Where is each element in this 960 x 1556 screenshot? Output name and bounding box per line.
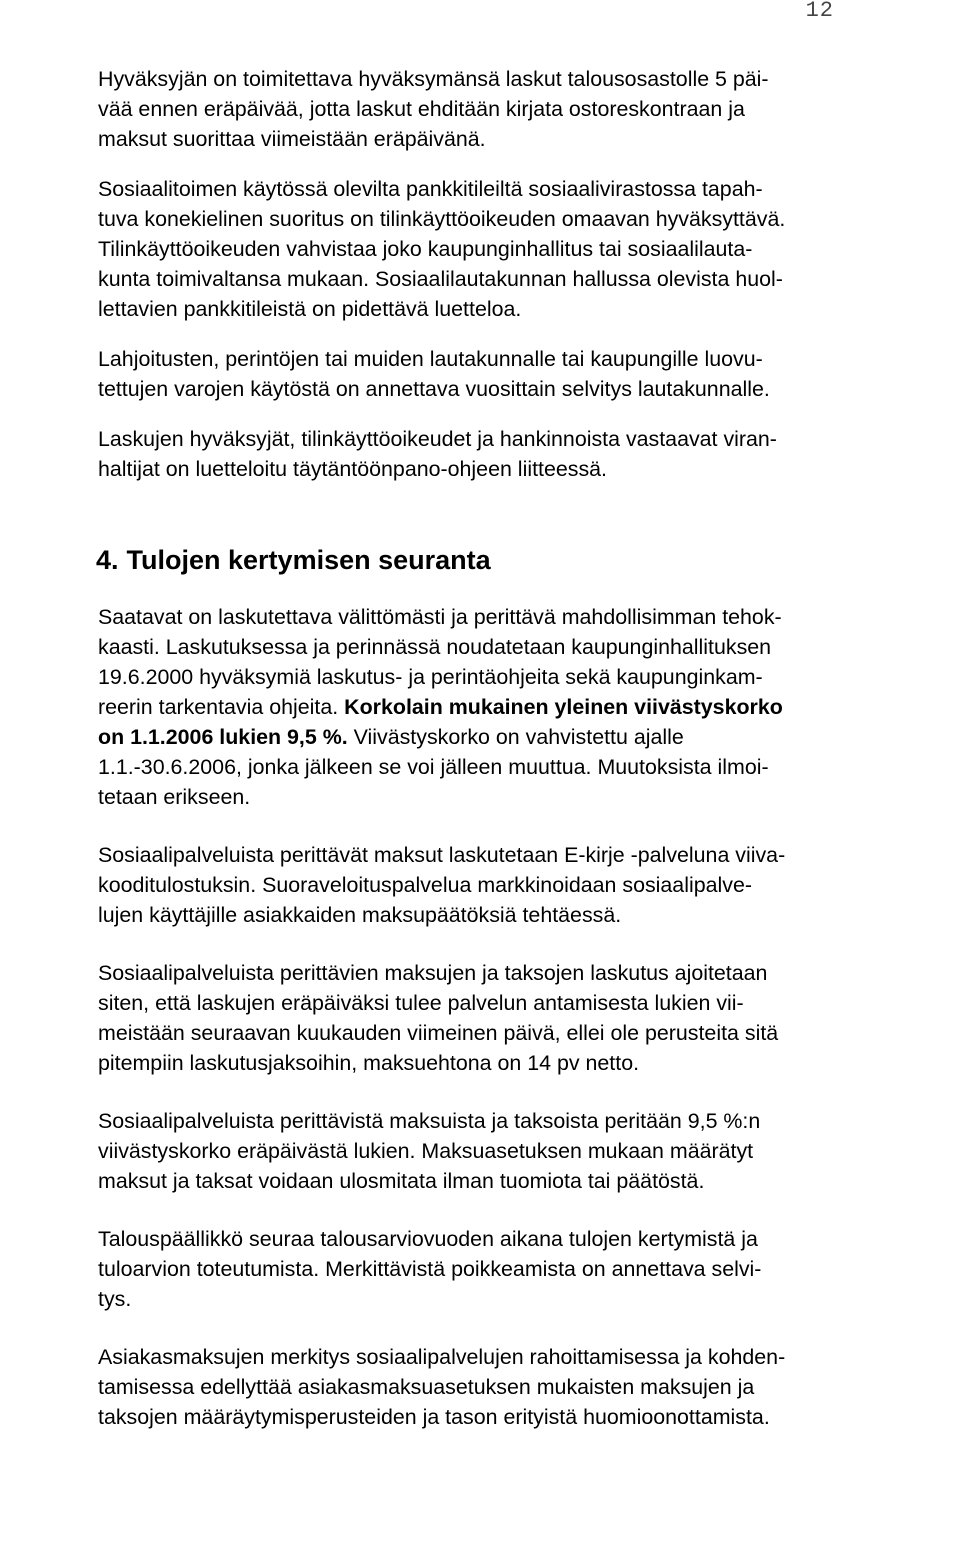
- text-line: vää ennen eräpäivää, jotta laskut ehditään kirjata ostoreskontraan ja: [98, 97, 745, 121]
- document-body: [98, 64, 960, 1452]
- text-segment: Viivästyskorko on vahvistettu ajalle: [347, 725, 684, 749]
- text-line: Talouspäällikkö seuraa talousarviovuoden aikana tulojen kertymistä ja: [98, 1227, 758, 1251]
- text-line: siten, että laskujen eräpäiväksi tulee palvelun antamisesta lukien vii-: [98, 991, 744, 1015]
- text-line: kooditulostuksin. Suoraveloituspalvelua markkinoidaan sosiaalipalve-: [98, 873, 752, 897]
- interest-rate-emphasis: Korkolain mukainen yleinen viivästyskorko: [344, 695, 783, 719]
- text-line: haltijat on luetteloitu täytäntöönpano-ohjeen liitteessä.: [98, 457, 607, 481]
- text-line: tettujen varojen käytöstä on annettava vuosittain selvitys lautakunnalle.: [98, 377, 770, 401]
- text-line: [98, 725, 684, 749]
- text-line: viivästyskorko eräpäivästä lukien. Maksuasetuksen mukaan määrätyt: [98, 1139, 754, 1163]
- text-line: Asiakasmaksujen merkitys sosiaalipalvelujen rahoittamisessa ja kohden-: [98, 1345, 786, 1369]
- paragraph-client-fees: [98, 1342, 960, 1432]
- paragraph-billing-schedule: [98, 958, 960, 1078]
- text-line: 1.1.-30.6.2006, jonka jälkeen se voi jälleen muuttua. Muutoksista ilmoi-: [98, 755, 769, 779]
- paragraph-donations: [98, 344, 960, 404]
- text-line: [98, 695, 783, 719]
- text-line: Sosiaalipalveluista perittävistä maksuista ja taksoista peritään 9,5 %:n: [98, 1109, 761, 1133]
- section-title: Tulojen kertymisen seuranta: [126, 545, 491, 575]
- text-line: Sosiaalitoimen käytössä olevilta pankkitileiltä sosiaalivirastossa tapah-: [98, 177, 763, 201]
- text-line: Tilinkäyttöoikeuden vahvistaa joko kaupunginhallitus tai sosiaalilauta-: [98, 237, 753, 261]
- text-line: Saatavat on laskutettava välittömästi ja perittävä mahdollisimman tehok-: [98, 605, 782, 629]
- page-number: 12: [805, 0, 834, 23]
- text-line: Lahjoitusten, perintöjen tai muiden lautakunnalle tai kaupungille luovu-: [98, 347, 763, 371]
- text-line: tamisessa edellyttää asiakasmaksuasetuksen mukaisten maksujen ja: [98, 1375, 755, 1399]
- text-line: 19.6.2000 hyväksymiä laskutus- ja perintäohjeita sekä kaupunginkam-: [98, 665, 763, 689]
- text-line: Hyväksyjän on toimitettava hyväksymänsä laskut talousosastolle 5 päi-: [98, 67, 769, 91]
- text-line: lettavien pankkitileistä on pidettävä luetteloa.: [98, 297, 522, 321]
- paragraph-income-monitoring: [98, 1224, 960, 1314]
- text-line: Sosiaalipalveluista perittävät maksut laskutetaan E-kirje -palveluna viiva-: [98, 843, 786, 867]
- section-heading: [96, 542, 960, 578]
- text-line: tetaan erikseen.: [98, 785, 251, 809]
- text-line: maksut suorittaa viimeistään eräpäivänä.: [98, 127, 486, 151]
- text-line: lujen käyttäjille asiakkaiden maksupäätöksiä tehtäessä.: [98, 903, 622, 927]
- paragraph-late-interest: [98, 1106, 960, 1196]
- text-line: kaasti. Laskutuksessa ja perinnässä noudatetaan kaupunginhallituksen: [98, 635, 772, 659]
- text-line: taksojen määräytymisperusteiden ja tason erityistä huomioonottamista.: [98, 1405, 770, 1429]
- section-number: 4.: [96, 545, 119, 575]
- text-line: tuva konekielinen suoritus on tilinkäyttöoikeuden omaavan hyväksyttävä.: [98, 207, 786, 231]
- paragraph-invoice-approval: [98, 64, 960, 154]
- text-line: maksut ja taksat voidaan ulosmitata ilman tuomiota tai päätöstä.: [98, 1169, 705, 1193]
- text-segment: reerin tarkentavia ohjeita.: [98, 695, 345, 719]
- paragraph-bank-accounts: [98, 174, 960, 324]
- text-line: Sosiaalipalveluista perittävien maksujen ja taksojen laskutus ajoitetaan: [98, 961, 768, 985]
- text-line: tuloarvion toteutumista. Merkittävistä poikkeamista on annettava selvi-: [98, 1257, 762, 1281]
- text-line: meistään seuraavan kuukauden viimeinen päivä, ellei ole perusteita sitä: [98, 1021, 779, 1045]
- paragraph-approvers-list: [98, 424, 960, 484]
- paragraph-receivables: [98, 602, 960, 812]
- text-line: kunta toimivaltansa mukaan. Sosiaalilautakunnan hallussa olevista huol-: [98, 267, 783, 291]
- interest-rate-emphasis: on 1.1.2006 lukien 9,5 %.: [98, 725, 348, 749]
- text-line: tys.: [98, 1287, 132, 1311]
- text-line: Laskujen hyväksyjät, tilinkäyttöoikeudet ja hankinnoista vastaavat viran-: [98, 427, 777, 451]
- text-line: pitempiin laskutusjaksoihin, maksuehtona on 14 pv netto.: [98, 1051, 640, 1075]
- paragraph-e-letter-billing: [98, 840, 960, 930]
